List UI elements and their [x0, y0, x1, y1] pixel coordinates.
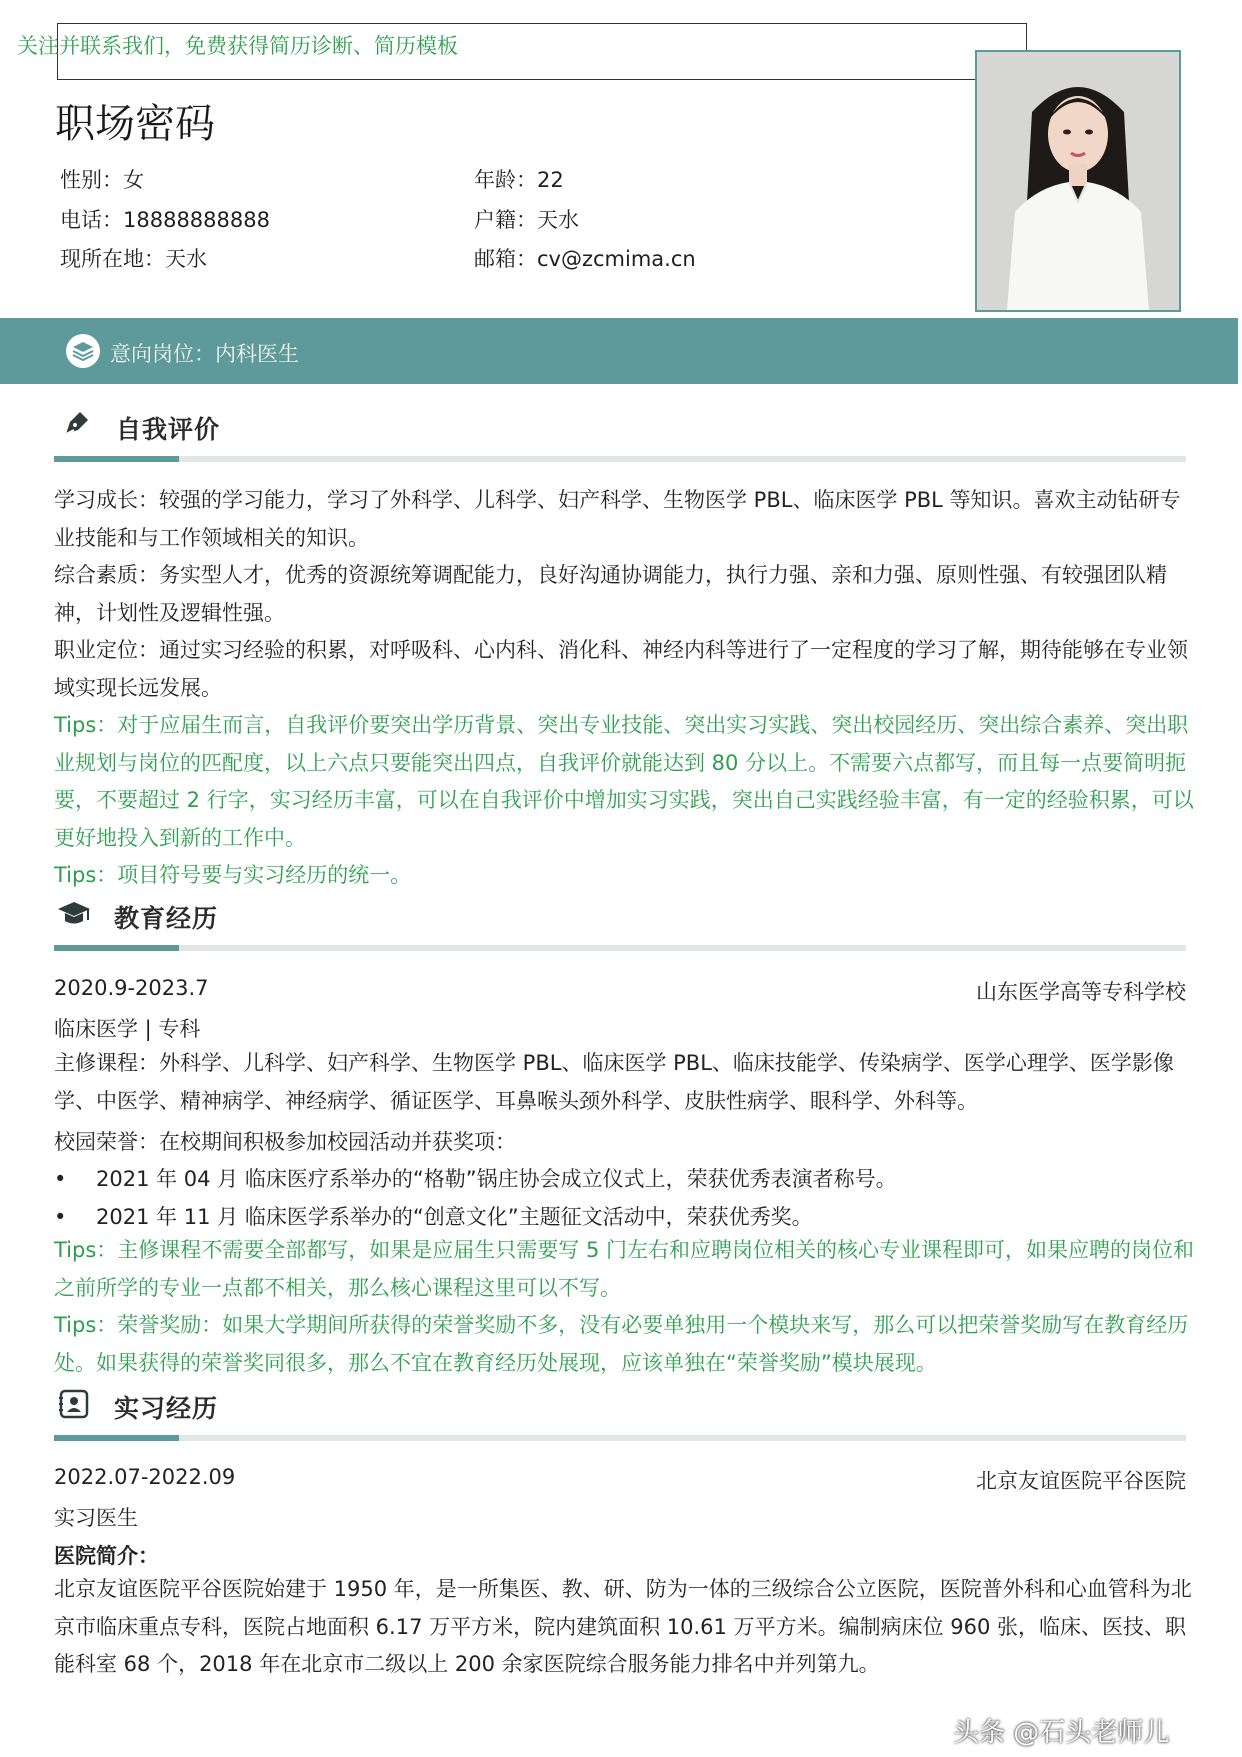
promo-banner-text: 关注并联系我们，免费获得简历诊断、简历模板	[17, 34, 458, 58]
id-card-icon	[58, 1388, 90, 1420]
resume-name: 职场密码	[55, 101, 215, 147]
education-school: 山东医学高等专科学校	[976, 980, 1186, 1004]
section-divider	[54, 1435, 1186, 1441]
education-honors-label: 校园荣誉：在校期间积极参加校园活动并获奖项：	[54, 1130, 516, 1154]
internship-intro-label: 医院简介：	[54, 1544, 159, 1568]
job-intent-band	[0, 318, 1238, 384]
internship-role: 实习医生	[54, 1506, 138, 1530]
section-divider	[54, 945, 1186, 951]
profile-photo	[975, 50, 1181, 312]
list-item: • 2021 年 11 月 临床医学系举办的“创意文化”主题征文活动中，荣获优秀奖。	[54, 1205, 813, 1229]
info-location: 现所在地：天水	[60, 247, 207, 271]
info-age: 年龄：22	[474, 168, 564, 192]
section-title-self-eval: 自我评价	[116, 415, 221, 444]
section-divider	[54, 456, 1186, 462]
graduation-cap-icon	[56, 898, 88, 930]
job-intent-text: 意向岗位：内科医生	[110, 342, 299, 366]
education-period: 2020.9-2023.7	[54, 976, 209, 1000]
section-title-internship: 实习经历	[114, 1394, 219, 1423]
self-eval-tip: Tips：对于应届生而言，自我评价要突出学历背景、突出专业技能、突出实习实践、突出校园经历、突出综合素养、突出职业规划与岗位的匹配度，以上六点只要能突出四点，自我评价就能达到 80 分以上。不需要六点都写，而且每一点要简明扼要，不要超过 2 行字，实习经历丰富，可以在自我评价中增加实习实践，突出自己实践经验丰富，有一定的经验积累，可以更好地投入到新的工作中。	[54, 713, 1194, 850]
info-phone: 电话：18888888888	[60, 208, 270, 232]
education-tip-courses: Tips：主修课程不需要全部都写，如果是应届生只需要写 5 门左右和应聘岗位相关的核心专业课程即可，如果应聘的岗位和之前所学的专业一点都不相关，那么核心课程这里可以不写。	[54, 1238, 1194, 1300]
layers-icon	[66, 334, 100, 368]
info-hukou: 户籍：天水	[474, 208, 579, 232]
self-eval-tip-2: Tips：项目符号要与实习经历的统一。	[54, 863, 412, 887]
education-major: 临床医学 | 专科	[54, 1017, 201, 1041]
internship-period: 2022.07-2022.09	[54, 1465, 236, 1489]
watermark: 头条 @石头老师儿	[953, 1718, 1170, 1748]
self-eval-growth: 学习成长：较强的学习能力，学习了外科学、儿科学、妇产科学、生物医学 PBL、临床医学 PBL 等知识。喜欢主动钻研专业技能和与工作领域相关的知识。	[54, 488, 1181, 550]
portrait-image	[977, 52, 1179, 310]
info-gender: 性别：女	[60, 168, 144, 192]
education-tip-honors: Tips：荣誉奖励：如果大学期间所获得的荣誉奖励不多，没有必要单独用一个模块来写，那么可以把荣誉奖励写在教育经历处。如果获得的荣誉奖同很多，那么不宜在教育经历处展现，应该单独在“荣誉奖励”模块展现。	[54, 1313, 1189, 1375]
list-item: • 2021 年 04 月 临床医疗系举办的“格勒”锅庄协会成立仪式上，荣获优秀表演者称号。	[54, 1167, 897, 1191]
pen-icon	[60, 408, 92, 440]
self-eval-positioning: 职业定位：通过实习经验的积累，对呼吸科、心内科、消化科、神经内科等进行了一定程度的学习了解，期待能够在专业领域实现长远发展。	[54, 638, 1188, 700]
section-title-education: 教育经历	[114, 904, 219, 933]
info-email: 邮箱：cv@zcmima.cn	[474, 247, 696, 271]
internship-intro: 北京友谊医院平谷医院始建于 1950 年，是一所集医、教、研、防为一体的三级综合公立医院，医院普外科和心血管科为北京市临床重点专科，医院占地面积 6.17 万平方米，院内建筑面积 10.61 万平方米。编制病床位 960 张，临床、医技、职能科室 68 个，2018 年在北京市二级以上 200 余家医院综合服务能力排名中并列第九。	[54, 1577, 1192, 1676]
self-eval-quality: 综合素质：务实型人才，优秀的资源统筹调配能力，良好沟通协调能力，执行力强、亲和力强、原则性强、有较强团队精神，计划性及逻辑性强。	[54, 563, 1167, 625]
internship-hospital: 北京友谊医院平谷医院	[976, 1469, 1186, 1493]
education-courses: 主修课程：外科学、儿科学、妇产科学、生物医学 PBL、临床医学 PBL、临床技能学、传染病学、医学心理学、医学影像学、中医学、精神病学、神经病学、循证医学、耳鼻喉头颈外科学、皮肤性病学、眼科学、外科等。	[54, 1051, 1174, 1113]
